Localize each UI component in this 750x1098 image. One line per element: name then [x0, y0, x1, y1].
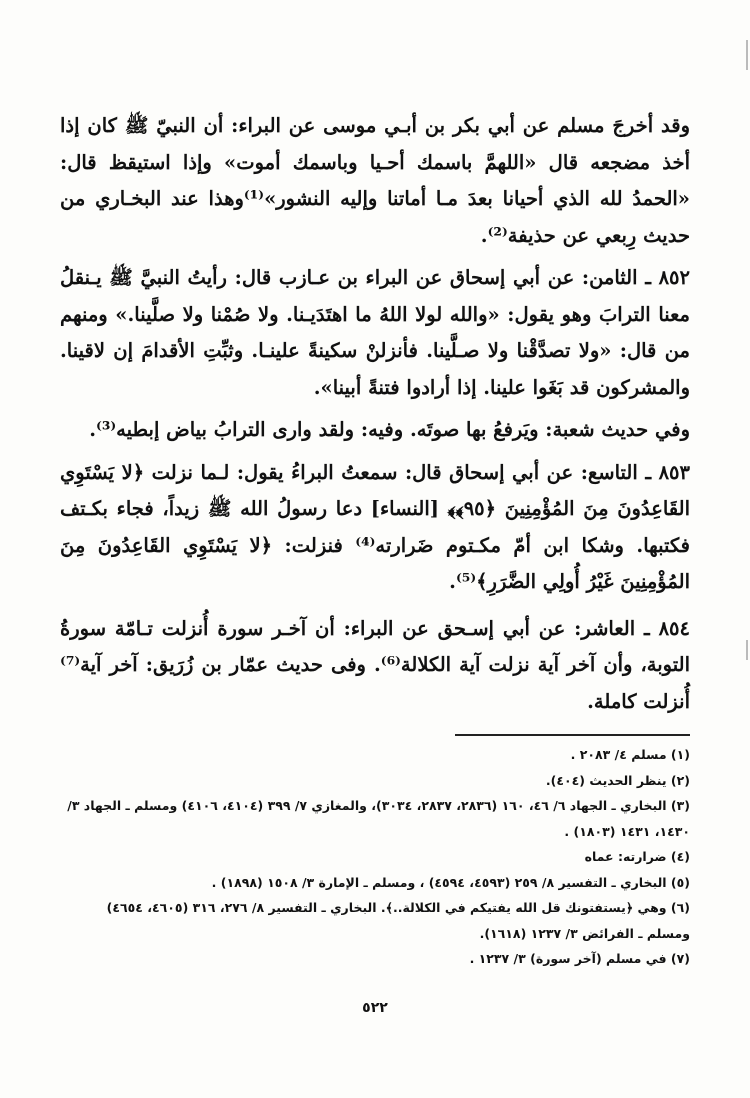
page-number: ٥٢٢: [362, 1000, 388, 1016]
paragraph-854: ٨٥٤ ـ العاشر: عن أبي إسـحق عن البراء: أن آخـر سورة أُنزلت تـامّة سورةُ التوبة، وأن آخر آية نزلت آية الكلالة⁽⁶⁾. وفى حديث عمّار بن زُرَيق: آخر آية⁽⁷⁾ أُنزلت كاملة.: [60, 616, 690, 713]
footnote-3: (٣) البخاري ـ الجهاد ٦/ ٤٦، ١٦٠ (٢٨٣٦، ٢٨٣٧، ٣٠٣٤)، والمغازي ٧/ ٣٩٩ (٤١٠٤، ٤١٠٦) ومسلم ـ الجهاد ٣/ ١٤٣٠، ١٤٣١ (١٨٠٣) .: [67, 798, 690, 839]
footnote-6: (٦) وهي ﴿يستفتونك قل الله يفتيكم في الكلالة..﴾. البخاري ـ التفسير ٨/ ٢٧٦، ٣١٦ (٤٦٠٥، ٤٦٥٤) ومسلم ـ الفرائض ٣/ ١٢٣٧ (١٦١٨).: [106, 900, 690, 941]
paragraph-intro: وقد أخرجَ مسلم عن أبي بكر بن أبـي موسى عن البراء: أن النبيّ ﷺ كان إذا أخذ مضجعه قال «اللهمَّ باسمك أحـيا وباسمك أموت» وإذا استيقظ قال: «الحمدُ لله الذي أحيانا بعدَ مـا أماتنا وإليه النشور»⁽¹⁾وهذا عند البخـاري من حديث رِبعي عن حذيفة⁽²⁾.: [60, 114, 690, 247]
scan-edge-mark: [746, 40, 748, 70]
footnote-1: (١) مسلم ٤/ ٢٠٨٣ .: [570, 747, 690, 762]
footnote-divider: [455, 734, 690, 736]
paragraph-852-note: وفي حديث شعبة: ويَرفعُ بها صوتَه. وفيه: ولقد وارى الترابُ بياض إبطيه⁽³⁾.: [89, 418, 690, 441]
footnotes: [60, 742, 690, 972]
paragraph-853: ٨٥٣ ـ التاسع: عن أبي إسحاق قال: سمعتُ البراءُ يقول: لـما نزلت ﴿لا يَسْتَوِي القَاعِدُونَ مِنَ المُؤْمِنِينَ ﴿٩٥﴾﴾ [النساء] دعا رسولُ الله ﷺ زيداً، فجاء بكـتف فكتبها. وشكا ابن أمّ مكـتوم ضَرارته⁽⁴⁾ فنزلت: ﴿لا يَسْتَوِي القَاعِدُونَ مِنَ المُؤْمِنِينَ غَيْرُ أُولِي الضَّرَرِ﴾⁽⁵⁾.: [60, 460, 691, 593]
footnote-7: (٧) في مسلم (آخر سورة) ٣/ ١٢٣٧ .: [469, 951, 690, 966]
paragraph-852: ٨٥٢ ـ الثامن: عن أبي إسحاق عن البراء بن عـازب قال: رأيتُ النبيَّ ﷺ يـنقلُ معنا الترابَ وهو يقول: «والله لولا اللهُ ما اهتَدَيـنا. ولا صُمْنا ولا صلَّينا.» ومنهم من قال: «ولا تصدَّقْنا ولا صـلَّينا. فأنزلنْ سكينةً علينـا. وثبِّتِ الأقدامَ إن لاقينا. والمشركون قد بَغَوا علينا. إذا أرادوا فتنةً أبينا».: [60, 266, 690, 399]
footnote-4: (٤) ضرارته: عماه: [584, 849, 690, 864]
footnote-5: (٥) البخاري ـ التفسير ٨/ ٢٥٩ (٤٥٩٣، ٤٥٩٤) ، ومسلم ـ الإمارة ٣/ ١٥٠٨ (١٨٩٨) .: [211, 874, 690, 890]
footnote-2: (٢) ينظر الحديث (٤٠٤).: [545, 772, 690, 788]
scan-edge-mark: [746, 640, 748, 660]
main-text: [60, 108, 690, 726]
